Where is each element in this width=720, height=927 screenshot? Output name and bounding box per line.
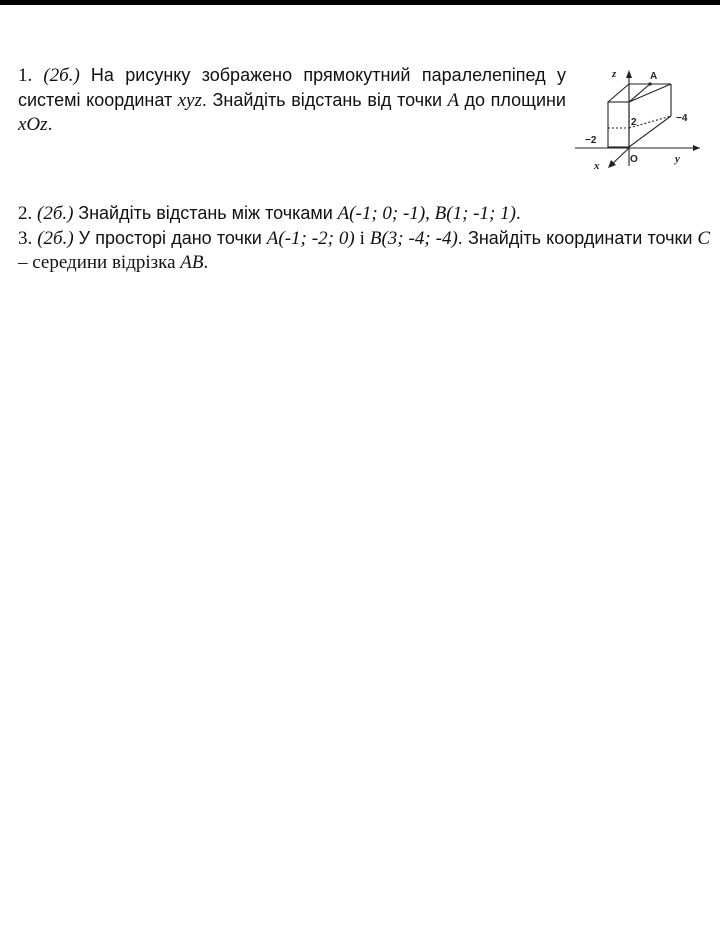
point-a: A(-1; -2; 0) <box>266 228 355 249</box>
task-2 <box>18 201 708 226</box>
tick-neg2-label: −2 <box>585 135 597 146</box>
task-text: . Знайдіть координати точки <box>457 228 693 248</box>
segment-name: AB <box>180 252 204 273</box>
coord-system: xyz <box>177 90 202 111</box>
task-text: У просторі дано точки <box>78 228 262 248</box>
task-points: (2б.) <box>37 203 74 224</box>
box-edge <box>629 84 650 102</box>
task-text: На рисунку зображено прямокутний паралелепіпед у системі координат <box>18 65 566 110</box>
task-number: 3. <box>18 228 33 249</box>
parallelepiped-figure <box>570 62 705 174</box>
task-end: . <box>47 114 53 135</box>
task-points: (2б.) <box>37 228 74 249</box>
separator: , <box>425 203 430 224</box>
task-end: . <box>515 203 521 224</box>
tick-neg4-label: −4 <box>676 113 688 124</box>
point-b: B(3; -4; -4) <box>369 228 458 249</box>
point-a-dot <box>648 82 651 85</box>
task-text: Знайдіть відстань між точками <box>78 203 333 223</box>
box-edge <box>608 84 629 102</box>
point-b: B(1; -1; 1) <box>434 203 516 224</box>
axis-y-label: y <box>675 153 680 165</box>
task-number: 1. <box>18 65 33 86</box>
axis-z-label: z <box>612 68 617 80</box>
task-text: до площини <box>464 90 566 110</box>
task-1 <box>18 63 566 137</box>
point-a-label: A <box>650 71 658 82</box>
top-border <box>0 0 720 5</box>
task-end: . <box>203 252 209 273</box>
box-edge <box>629 84 671 102</box>
box-front-face <box>608 102 629 147</box>
point-name: A <box>447 90 460 111</box>
origin-label: O <box>630 154 638 165</box>
task-number: 2. <box>18 203 33 224</box>
y-axis-arrow <box>693 145 700 151</box>
task-text: . Знайдіть відстань від точки <box>201 90 443 110</box>
plane-name: xOz <box>18 114 48 135</box>
tick-2-label: 2 <box>631 117 637 128</box>
point-a: A(-1; 0; -1) <box>337 203 426 224</box>
task-points: (2б.) <box>43 65 80 86</box>
axis-x-label: x <box>594 160 600 172</box>
task-3 <box>18 226 710 275</box>
conjunction: і <box>359 228 365 249</box>
task-text: – середини відрізка <box>18 252 176 273</box>
z-axis-arrow <box>626 70 632 78</box>
point-c: C <box>697 228 711 249</box>
